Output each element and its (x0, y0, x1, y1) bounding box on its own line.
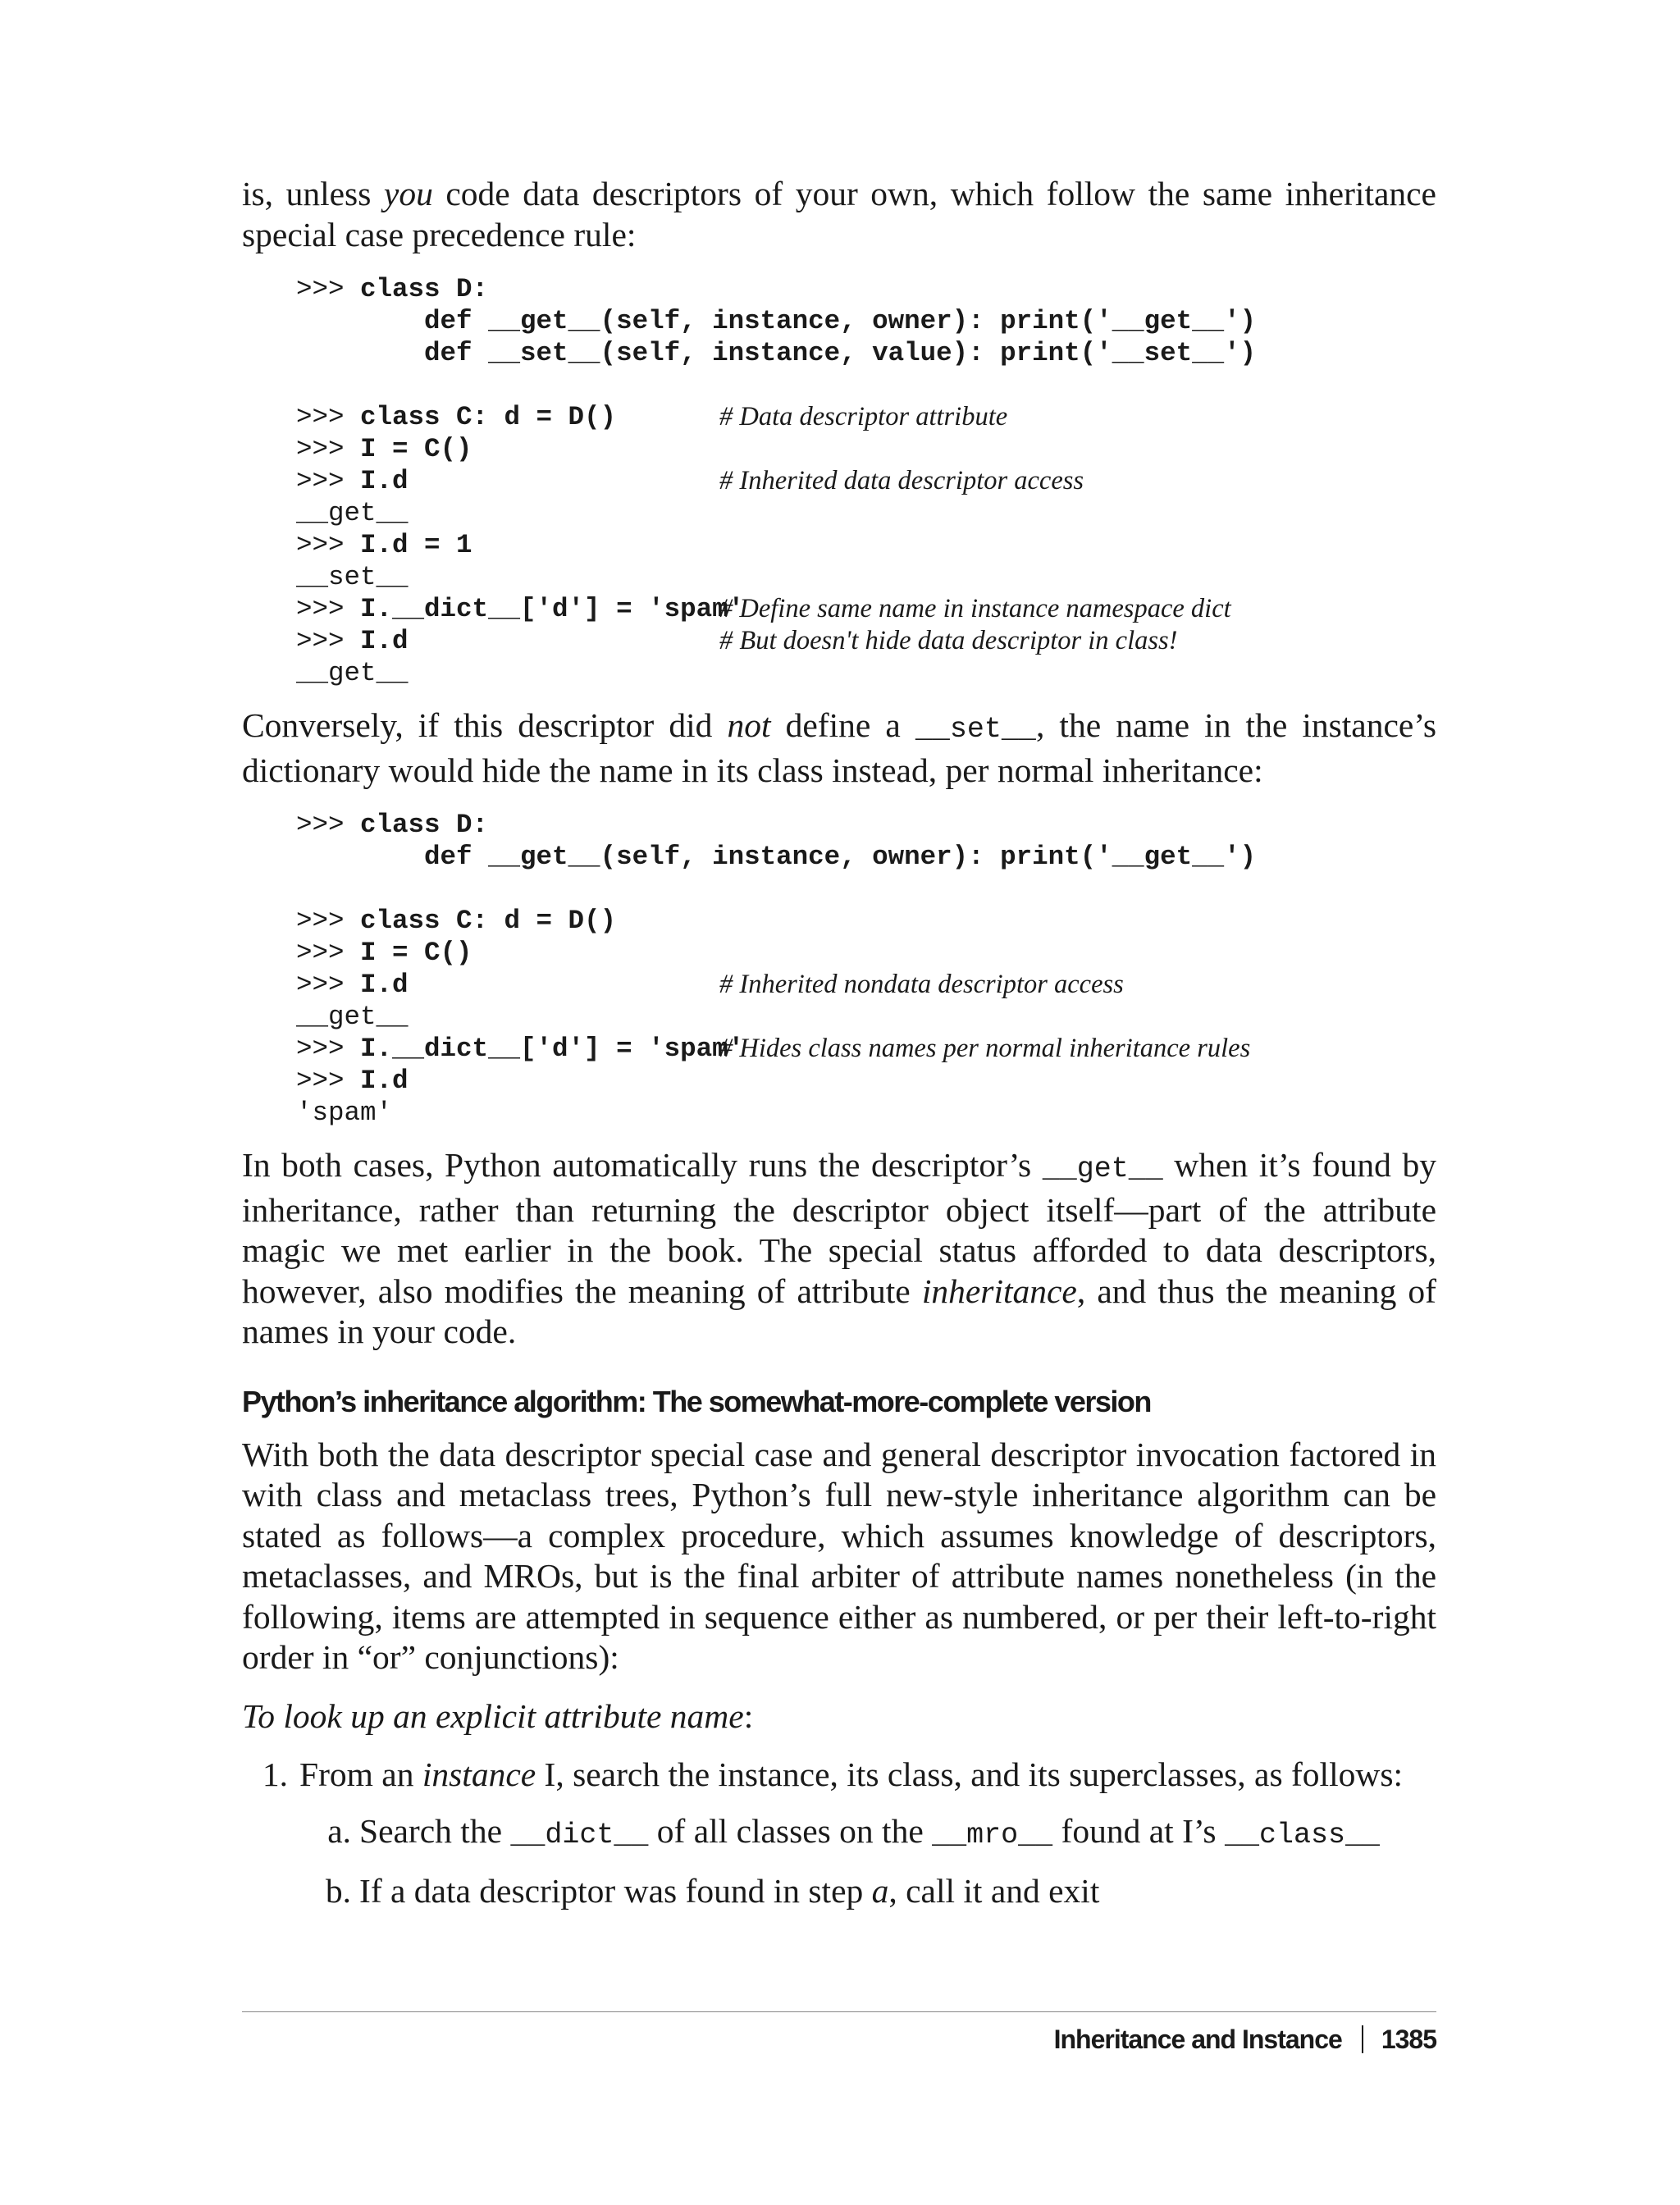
code-line (296, 809, 1436, 841)
code-text: I.d (360, 970, 409, 1000)
code-text: def __get__(self, instance, owner): print('__get__') (296, 842, 1257, 872)
code-prompt: >>> (296, 906, 361, 936)
code-line (296, 937, 1436, 969)
code-prompt: >>> (296, 594, 361, 624)
page-footer (1054, 2025, 1436, 2055)
footer-section-title: Inheritance and Instance (1053, 2025, 1342, 2054)
code-prompt: >>> (296, 434, 361, 464)
code-text: I.d (360, 1066, 409, 1096)
code-prompt: >>> (296, 530, 361, 560)
code-line (296, 433, 1436, 465)
code-line (296, 1065, 1436, 1097)
paragraph-both-cases: In both cases, Python automatically runs the descriptor’s __get__ when it’s found by inheritance, rather than returning the descriptor object itself—part of the attribute magic we met earlier in the book. The special status afforded to data descriptors, however, also modifies the meaning of attribute inheritance, and thus the meaning of names in your code. (242, 1146, 1436, 1350)
code-output: __get__ (296, 498, 409, 528)
code-output: __get__ (296, 658, 409, 688)
code-comment: # Inherited data descriptor access (719, 466, 1084, 495)
code-comment: # Inherited nondata descriptor access (719, 970, 1124, 999)
code-prompt: >>> (296, 1066, 361, 1096)
code-line (296, 841, 1436, 873)
code-line (296, 305, 1436, 337)
code-output: 'spam' (296, 1098, 393, 1128)
code-text: I.d (360, 626, 409, 656)
code-line (296, 905, 1436, 937)
code-prompt: >>> (296, 970, 361, 1000)
code-text: I.d = 1 (360, 530, 472, 560)
list-item-1b: b. If a data descriptor was found in step a, call it and exit (325, 1872, 1100, 1910)
code-line (296, 273, 1436, 305)
code-text: class C: d = D() (360, 402, 617, 432)
list-item-1a: a. Search the __dict__ of all classes on the __mro__ found at I’s __class__ (327, 1811, 1380, 1851)
paragraph-algorithm-intro: With both the data descriptor special case and general descriptor invocation factored in with class and metaclass trees, Python’s full new-style inheritance algorithm can be stated as follows—a complex procedure, which assumes knowledge of descriptors, metaclasses, and MROs, but is the final arbiter of attribute names nonetheless (in the following, items are attempted in sequence either as numbered, or per their left-to-right order in “or” conjunctions): (242, 1435, 1436, 1676)
paragraph-conversely: Conversely, if this descriptor did not define a __set__, the name in the instance’s dictionary would hide the name in its class instead, per normal inheritance: (242, 706, 1436, 789)
code-comment: # Hides class names per normal inheritance rules (719, 1034, 1251, 1063)
code-line (296, 1097, 1436, 1129)
code-prompt: >>> (296, 626, 361, 656)
page-number: 1385 (1381, 2025, 1436, 2054)
code-prompt: >>> (296, 274, 361, 304)
code-comment: # Define same name in instance namespace dict (719, 594, 1231, 623)
code-line (296, 1001, 1436, 1033)
page-content (242, 174, 1436, 1928)
section-heading: Python’s inheritance algorithm: The somewhat-more-complete version (242, 1384, 1151, 1418)
code-text: I = C() (360, 434, 472, 464)
code-line (296, 529, 1436, 561)
code-line (296, 873, 1436, 905)
code-text: class D: (360, 274, 489, 304)
code-comment: # Data descriptor attribute (719, 402, 1008, 431)
code-line (296, 657, 1436, 689)
code-line (296, 625, 1436, 657)
code-text: I.d (360, 466, 409, 496)
code-text: I.__dict__['d'] = 'spam' (360, 594, 745, 624)
code-prompt: >>> (296, 466, 361, 496)
code-prompt: >>> (296, 1034, 361, 1064)
code-prompt: >>> (296, 402, 361, 432)
code-text: I = C() (360, 938, 472, 968)
code-comment: # But doesn't hide data descriptor in class! (719, 626, 1178, 655)
code-line (296, 465, 1436, 497)
paragraph-intro: is, unless you code data descriptors of your own, which follow the same inheritance special case precedence rule: (242, 175, 1436, 253)
code-line (296, 593, 1436, 625)
code-line (296, 369, 1436, 401)
code-line (296, 497, 1436, 529)
code-prompt: >>> (296, 938, 361, 968)
code-line (296, 337, 1436, 369)
code-block-data-descriptor (296, 273, 1436, 689)
code-text: I.__dict__['d'] = 'spam' (360, 1034, 745, 1064)
code-output: __set__ (296, 562, 409, 592)
code-text: class C: d = D() (360, 906, 617, 936)
code-text: class D: (360, 810, 489, 840)
code-block-nondata-descriptor (296, 809, 1436, 1129)
list-item-1: 1. From an instance I, search the instance, its class, and its superclasses, as follows: (262, 1755, 1404, 1793)
footer-separator (1362, 2025, 1363, 2053)
code-prompt: >>> (296, 810, 361, 840)
code-line (296, 561, 1436, 593)
lookup-lead: To look up an explicit attribute name: (242, 1696, 754, 1735)
code-text: def __get__(self, instance, owner): print('__get__') (296, 306, 1257, 336)
code-text: def __set__(self, instance, value): print('__set__') (296, 338, 1257, 368)
code-line (296, 401, 1436, 433)
footer-divider (242, 2011, 1436, 2012)
code-line (296, 1033, 1436, 1065)
code-line (296, 969, 1436, 1001)
code-output: __get__ (296, 1002, 409, 1032)
